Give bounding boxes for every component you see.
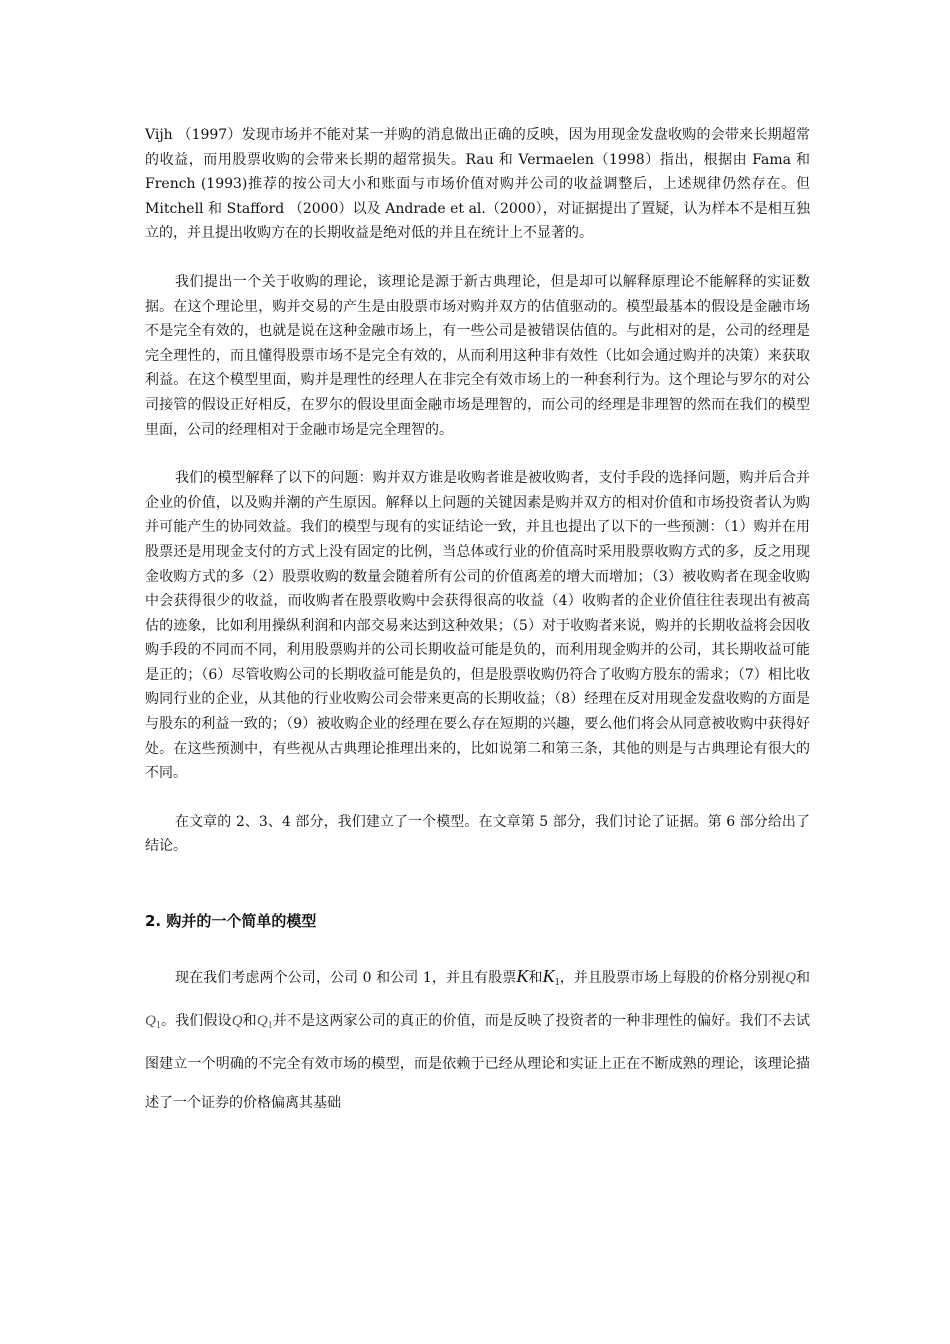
paragraph-theory: 我们提出一个关于收购的理论，该理论是源于新古典理论，但是却可以解释原理论不能解释的实证数据。在这个理论里，购并交易的产生是由股票市场对购并双方的估值驱动的。模型最基本的假设是金融市场不是完全有效的，也就是说在这种金融市场上，有一些公司是被错误估值的。与此相对的是，公司的经理是完全理性的，而且懂得股票市场不是完全有效的，从而利用这种非有效性（比如会通过购并的决策）来获取利益。在这个模型里面，购并是理性的经理人在非完全有效市场上的一种套利行为。这个理论与罗尔的对公司接管的假设正好相反，在罗尔的假设里面金融市场是理智的，而公司的经理是非理智的然而在我们的模型里面，公司的经理相对于金融市场是完全理智的。 [145,273,810,438]
math-subscript: 1 [554,977,560,989]
text-run: 资者的一种非理性的偏好。我们不去试图建立一个明确的不完全有效市场的模型，而是依赖于已经从理论和实证上正在不断成熟的理论，该理论描述了一个证券的价格偏离其基础 [145,1013,810,1112]
text-run: 现在我们考虑两个公司，公司 0 和公司 1，并且有股票 [175,970,517,987]
math-subscript: 1 [155,1020,161,1032]
paragraph-predictions: 我们的模型解释了以下的问题：购并双方谁是收购者谁是被收购者，支付手段的选择问题，购并后合并企业的价值，以及购并潮的产生原因。解释以上问题的关键因素是购并双方的相对价值和市场投资者认为购并可能产生的协同效益。我们的模型与现有的实证结论一致，并且也提出了以下的一些预测：（1）购并在用股票还是用现金支付的方式上没有固定的比例，当总体或行业的价值高时采用股票收购方式的多，反之用现金收购方式的多（2）股票收购的数量会随着所有公司的价值离差的增大而增加；（3）被收购者在现金收购中会获得很少的收益，而收购者在股票收购中会获得很高的收益（4）收购者的企业价值往往表现出有被高估的迹象，比如利用操纵利润和内部交易来达到这种效果；（5）对于收购者来说，购并的长期收益将会因收购手段的不同而不同，利用股票购并的公司长期收益可能是负的，而利用现金购并的公司，其长期收益可能是正的；（6）尽管收购公司的长期收益可能是负的，但是股票收购仍符合了收购方股东的需求；（7）相比收购同行业的企业，从其他的行业收购公司会带来更高的长期收益；（8）经理在反对用现金发盘收购的方面是与股东的利益一致的；（9）被收购企业的经理在要么存在短期的兴趣，要么他们将会从同意被收购中获得好处。在这些预测中，有些视从古典理论推理出来的，比如说第二和第三条，其他的则是与古典理论有很大的不同。 [145,470,810,782]
math-q1 [145,1013,161,1032]
math-subscript: 1 [267,1020,273,1032]
math-k1 [542,966,560,989]
text-run: 和 [242,1013,257,1030]
text-run: 并不是这两家公司的真正的价值，而是反映了投 [272,1013,570,1030]
paragraph-model [145,957,810,1123]
math-q: Q [785,970,796,987]
math-symbol: Q [256,1013,268,1030]
text-run: 。我们假设 [160,1013,232,1030]
math-q1 [256,1013,273,1032]
document-page [145,123,810,1123]
text-run: 和 [795,970,811,987]
paragraph-outline: 在文章的 2、3、4 部分，我们建立了一个模型。在文章第 5 部分，我们讨论了证据。第 6 部分给出了结论。 [145,813,810,855]
math-q: Q [231,1013,243,1030]
math-symbol: K [542,966,555,987]
math-k: K [516,966,529,987]
text-run: ，并且股票市场上每股 [559,970,701,987]
math-symbol: Q [145,1013,156,1030]
section-heading: 2. 购并的一个简单的模型 [145,912,317,931]
paragraph-literature: Vijh （1997）发现市场并不能对某一并购的消息做出正确的反映，因为用现金发盘收购的会带来长期超常的收益，而用股票收购的会带来长期的超常损失。Rau 和 Vermaelen（1998）指出，根据由 Fama 和 French (1993)推荐的按公司大小和账面与市场价值对购并公司的收益调整后，上述规律仍然存在。但 Mitchell 和 Stafford （2000）以及 Andrade et al.（2000），对证据提出了置疑，认为样本不是相互独立的，并且提出收购方在的长期收益是绝对低的并且在统计上不显著的。 [145,127,810,242]
text-run: 和 [528,970,543,987]
text-run: 的价格分别视 [700,970,786,987]
